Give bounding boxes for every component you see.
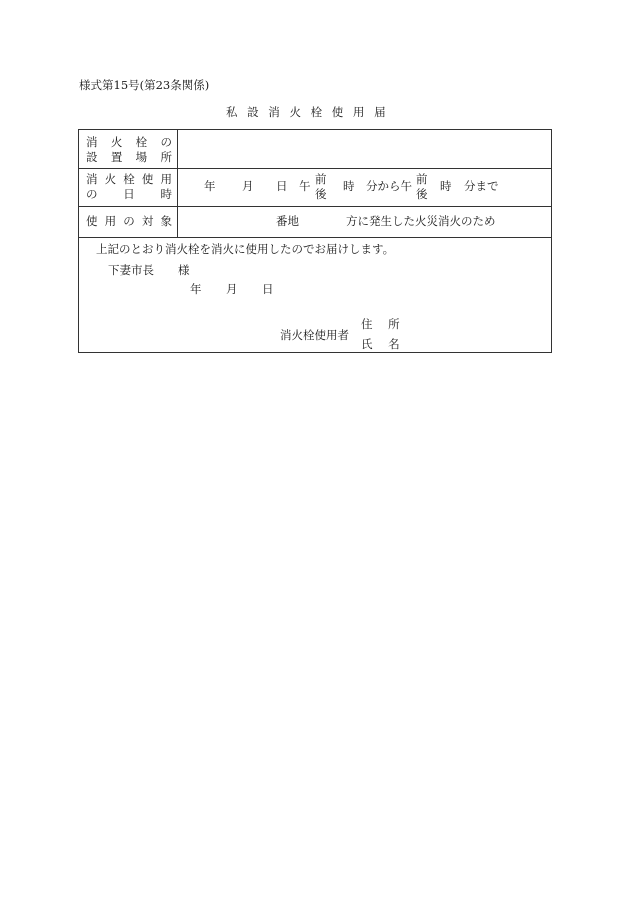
- usage-datetime-label-line-2: の 日 時: [86, 187, 172, 201]
- row-divider-3: [79, 237, 551, 238]
- day-label: 日: [276, 179, 288, 193]
- applicant-label: 消火栓使用者: [280, 328, 349, 342]
- am-option-1[interactable]: 前: [315, 172, 327, 186]
- notice-year-label: 年: [190, 282, 202, 296]
- address-label: 住 所: [361, 317, 406, 331]
- form-number: 様式第15号(第23条関係): [79, 78, 210, 92]
- usage-datetime-label-line-1: 消 火 栓 使 用: [86, 172, 172, 186]
- minute-from-label: 分から午: [366, 179, 412, 193]
- pm-option-1[interactable]: 後: [315, 187, 327, 201]
- year-label: 年: [204, 179, 216, 193]
- hour-label-1: 時: [343, 179, 355, 193]
- target-field[interactable]: [178, 207, 551, 237]
- notice-statement: 上記のとおり消火栓を消火に使用したのでお届けします。: [96, 242, 395, 256]
- applicant-name-field[interactable]: [359, 336, 539, 352]
- location-label-line-2: 設 置 場 所: [86, 150, 172, 164]
- location-label-line-1: 消 火 栓 の: [86, 135, 172, 149]
- name-label: 氏 名: [361, 337, 406, 351]
- form-table: [78, 129, 552, 353]
- notice-month-label: 月: [226, 282, 238, 296]
- notice-date-field[interactable]: [184, 280, 284, 298]
- usage-datetime-field[interactable]: [178, 169, 551, 206]
- go-label: 午: [299, 179, 311, 193]
- target-description: 方に発生した火災消火のため: [346, 214, 496, 228]
- minute-until-label: 分まで: [464, 179, 499, 193]
- hour-label-2: 時: [440, 179, 452, 193]
- notice-day-label: 日: [262, 282, 274, 296]
- am-option-2[interactable]: 前: [416, 172, 428, 186]
- banchi-label: 番地: [276, 214, 299, 228]
- applicant-address-field[interactable]: [359, 316, 539, 332]
- addressee-sama: 様: [178, 263, 190, 277]
- month-label: 月: [242, 179, 254, 193]
- addressee: 下妻市長: [108, 263, 154, 277]
- location-field[interactable]: [178, 130, 551, 168]
- pm-option-2[interactable]: 後: [416, 187, 428, 201]
- form-title: 私 設 消 火 栓 使 用 届: [226, 105, 389, 119]
- target-label: 使 用 の 対 象: [86, 214, 172, 228]
